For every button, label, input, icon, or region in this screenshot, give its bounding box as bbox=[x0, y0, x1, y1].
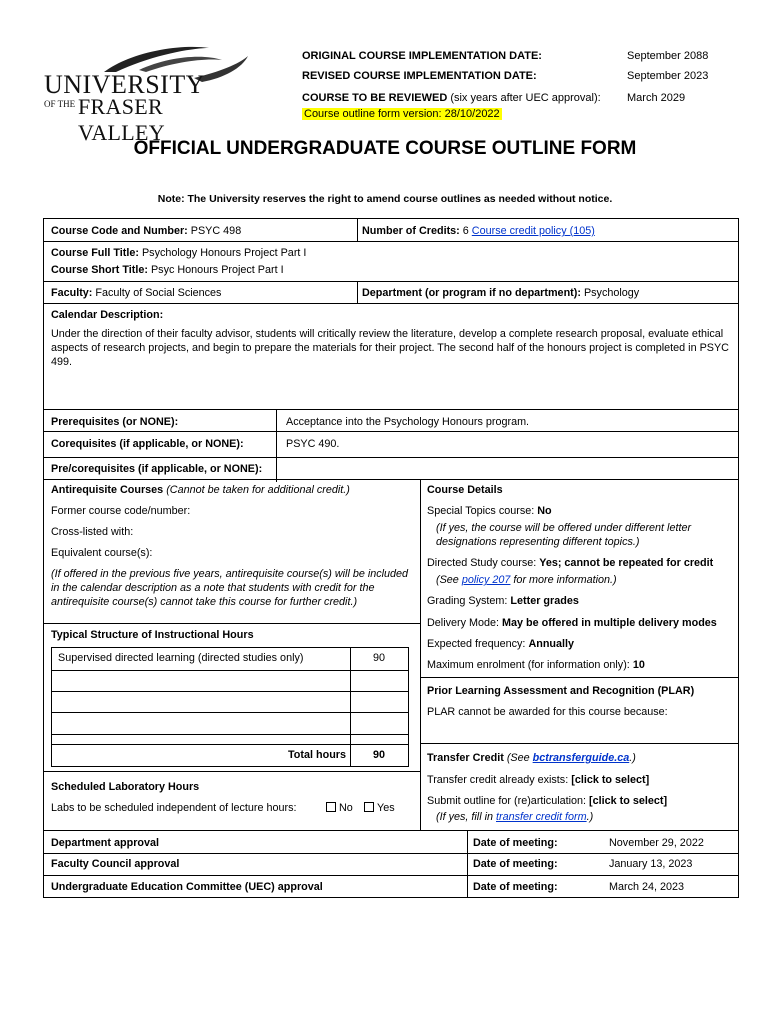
credits: Number of Credits: 6 Course credit policy (105) bbox=[362, 225, 595, 237]
form-version: Course outline form version: 28/10/2022 bbox=[304, 108, 500, 120]
antirequisites-heading: Antirequisite Courses (Cannot be taken for additional credit.) bbox=[51, 484, 350, 496]
course-details-heading: Course Details bbox=[427, 484, 503, 496]
hours-row-value[interactable]: 90 bbox=[372, 652, 385, 664]
hours-row-label[interactable]: Supervised directed learning (directed studies only) bbox=[58, 652, 304, 664]
transfer-form-note: (If yes, fill in transfer credit form.) bbox=[436, 811, 594, 823]
former-course-label[interactable]: Former course code/number: bbox=[51, 505, 191, 517]
bctransferguide-link[interactable]: bctransferguide.ca bbox=[532, 752, 630, 764]
equivalent-courses-label[interactable]: Equivalent course(s): bbox=[51, 547, 153, 559]
course-code: Course Code and Number: PSYC 498 bbox=[51, 225, 242, 237]
lab-no-checkbox[interactable]: No bbox=[326, 801, 353, 815]
credits-value[interactable]: 6 bbox=[462, 225, 469, 237]
expected-frequency[interactable]: Expected frequency: Annually bbox=[427, 638, 575, 650]
page-title: OFFICIAL UNDERGRADUATE COURSE OUTLINE FORM bbox=[133, 138, 637, 159]
transfer-credit-form-link[interactable]: transfer credit form bbox=[496, 811, 587, 823]
revised-date-label: REVISED COURSE IMPLEMENTATION DATE: bbox=[302, 70, 537, 82]
course-short-title: Course Short Title: Psyc Honours Project Part I bbox=[51, 264, 284, 276]
approval-label: Undergraduate Education Committee (UEC) approval bbox=[51, 881, 323, 893]
checkbox-icon bbox=[326, 802, 336, 812]
review-date-label: COURSE TO BE REVIEWED (six years after UEC approval): bbox=[302, 92, 601, 104]
policy-207-link[interactable]: policy 207 bbox=[461, 574, 511, 586]
approval-label: Faculty Council approval bbox=[51, 858, 180, 870]
calendar-description-label: Calendar Description: bbox=[51, 309, 164, 321]
meeting-date-label: Date of meeting: bbox=[473, 858, 558, 870]
grading-system[interactable]: Grading System: Letter grades bbox=[427, 595, 579, 607]
submit-articulation-select[interactable]: [click to select] bbox=[589, 795, 668, 807]
directed-study-note: (See policy 207 for more information.) bbox=[436, 574, 617, 586]
department-value[interactable]: Psychology bbox=[583, 287, 640, 299]
credit-policy-link[interactable]: Course credit policy (105) bbox=[471, 225, 595, 237]
logo-fraser-valley-text: FRASER VALLEY bbox=[78, 94, 165, 145]
meeting-date-value[interactable]: November 29, 2022 bbox=[609, 837, 704, 849]
total-hours-value: 90 bbox=[372, 749, 385, 761]
prerequisites-label: Prerequisites (or NONE): bbox=[51, 416, 179, 428]
lab-yes-checkbox[interactable]: Yes bbox=[364, 801, 395, 815]
meeting-date-label: Date of meeting: bbox=[473, 837, 558, 849]
transfer-credit-exists: Transfer credit already exists: [click to select] bbox=[427, 774, 650, 786]
lab-hours-heading: Scheduled Laboratory Hours bbox=[51, 781, 200, 793]
university-logo bbox=[44, 42, 249, 145]
review-date-value: March 2029 bbox=[627, 92, 686, 104]
logo-university-text: UNIVERSITY bbox=[44, 70, 205, 99]
plar-heading: Prior Learning Assessment and Recognition (PLAR) bbox=[427, 685, 695, 697]
special-topics-note: (If yes, the course will be offered under different letter designations representing different topics.) bbox=[436, 522, 692, 548]
corequisites-label: Corequisites (if applicable, or NONE): bbox=[51, 438, 244, 450]
course-code-value[interactable]: PSYC 498 bbox=[190, 225, 242, 237]
instructional-hours-table bbox=[51, 647, 409, 767]
checkbox-icon bbox=[364, 802, 374, 812]
logo-of-the-text: OF THE bbox=[44, 99, 76, 109]
special-topics[interactable]: Special Topics course: No bbox=[427, 505, 552, 517]
prerequisites-value[interactable]: Acceptance into the Psychology Honours program. bbox=[286, 416, 530, 428]
directed-study[interactable]: Directed Study course: Yes; cannot be repeated for credit bbox=[427, 557, 714, 569]
faculty: Faculty: Faculty of Social Sciences bbox=[51, 287, 222, 299]
original-date-value: September 2088 bbox=[627, 50, 709, 62]
corequisites-value[interactable]: PSYC 490. bbox=[286, 438, 340, 450]
department: Department (or program if no department): Psychology bbox=[362, 287, 640, 299]
transfer-credit-heading: Transfer Credit (See bctransferguide.ca.) bbox=[427, 752, 636, 764]
original-date-label: ORIGINAL COURSE IMPLEMENTATION DATE: bbox=[302, 50, 542, 62]
antirequisite-note: (If offered in the previous five years, antirequisite course(s) will be included in the calendar description as a note that students with credit for the antirequisite course(s) cannot take this course for further credit.) bbox=[51, 568, 409, 608]
course-short-title-value[interactable]: Psyc Honours Project Part I bbox=[150, 264, 284, 276]
cross-listed-label[interactable]: Cross-listed with: bbox=[51, 526, 134, 538]
course-full-title-value[interactable]: Psychology Honours Project Part I bbox=[141, 247, 307, 259]
lab-question: Labs to be scheduled independent of lecture hours: bbox=[51, 802, 297, 814]
course-full-title: Course Full Title: Psychology Honours Project Part I bbox=[51, 247, 307, 259]
amend-note: Note: The University reserves the right to amend course outlines as needed without notice. bbox=[157, 193, 613, 205]
maximum-enrolment[interactable]: Maximum enrolment (for information only): 10 bbox=[427, 659, 645, 671]
meeting-date-value[interactable]: March 24, 2023 bbox=[609, 881, 685, 893]
meeting-date-label: Date of meeting: bbox=[473, 881, 558, 893]
revised-date-value: September 2023 bbox=[627, 70, 709, 82]
transfer-exists-select[interactable]: [click to select] bbox=[571, 774, 650, 786]
faculty-value[interactable]: Faculty of Social Sciences bbox=[95, 287, 222, 299]
instructional-hours-heading: Typical Structure of Instructional Hours bbox=[51, 629, 254, 641]
submit-articulation: Submit outline for (re)articulation: [click to select] bbox=[427, 795, 668, 807]
calendar-description-text[interactable]: Under the direction of their faculty advisor, students will critically review the literature, develop a complete research proposal, evaluate ethical aspects of research projects, and begin to prepare the materials for their project. The second half of the honours project is completed in PSYC 499. bbox=[51, 328, 729, 368]
plar-text[interactable]: PLAR cannot be awarded for this course because: bbox=[427, 706, 668, 718]
total-hours-label: Total hours bbox=[288, 749, 346, 761]
approval-label: Department approval bbox=[51, 837, 159, 849]
meeting-date-value[interactable]: January 13, 2023 bbox=[609, 858, 693, 870]
course-outline-form bbox=[43, 218, 739, 898]
precorequisites-label: Pre/corequisites (if applicable, or NONE): bbox=[51, 463, 263, 475]
delivery-mode[interactable]: Delivery Mode: May be offered in multiple delivery modes bbox=[427, 617, 717, 629]
